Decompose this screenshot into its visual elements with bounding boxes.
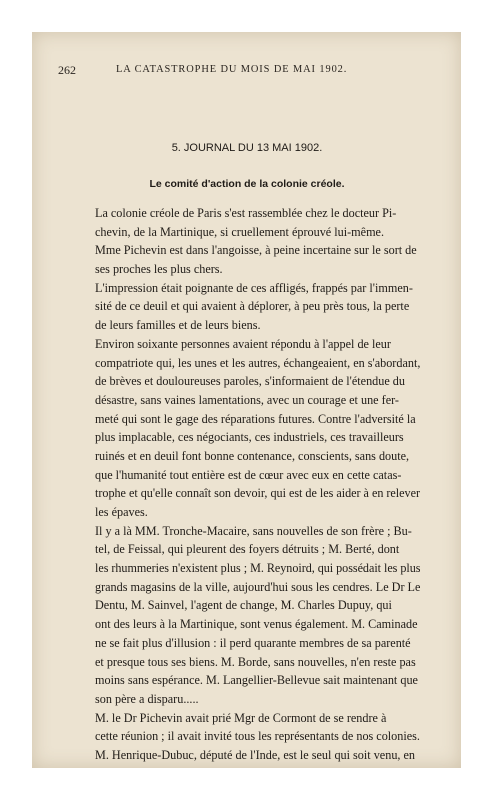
paragraph-5 bbox=[77, 709, 420, 746]
paragraph-2 bbox=[77, 279, 420, 335]
text-line: que l'humanité tout entière est de cœur avec eux en cette catas- bbox=[95, 467, 402, 482]
text-line: ruinés et en deuil font bonne contenance, conscients, sans doute, bbox=[95, 448, 410, 463]
text-line: plus implacable, ces négociants, ces industriels, ces travailleurs bbox=[95, 430, 404, 445]
text-line: ne se fait plus d'illusion : il perd quarante membres de sa parenté bbox=[95, 635, 411, 650]
text-line: et presque tous ses biens. M. Borde, sans nouvelles, n'en reste pas bbox=[95, 654, 416, 669]
text-line: M. le Dr Pichevin avait prié Mgr de Cormont de se rendre à bbox=[95, 710, 387, 725]
text-line: désastre, sans vaines lamentations, avec un courage et une fer- bbox=[95, 392, 399, 407]
text-line: Environ soixante personnes avaient répondu à l'appel de leur bbox=[95, 336, 391, 351]
text-line: compatriote qui, les unes et les autres, échangeaient, en s'abordant, bbox=[95, 355, 420, 370]
text-line: cette réunion ; il avait invité tous les représentants de nos colonies. bbox=[95, 729, 420, 744]
text-line: Il y a là MM. Tronche-Macaire, sans nouvelles de son frère ; Bu- bbox=[95, 523, 412, 538]
text-line: son père a disparu..... bbox=[95, 691, 199, 706]
text-line: ont des leurs à la Martinique, sont venus également. M. Caminade bbox=[95, 617, 418, 632]
paragraph-3 bbox=[77, 335, 420, 522]
text-line: sité de ce deuil et qui avaient à déplorer, à peu près tous, la perte bbox=[95, 299, 410, 314]
text-line: moins sans espérance. M. Langellier-Bellevue sait maintenant que bbox=[95, 673, 418, 688]
page-header bbox=[58, 63, 372, 79]
text-line: grands magasins de la ville, aujourd'hui sous les cendres. Le Dr Le bbox=[95, 579, 420, 594]
text-line: La colonie créole de Paris s'est rassemblée chez le docteur Pi- bbox=[95, 206, 397, 220]
body-text bbox=[77, 204, 420, 765]
text-line: trophe et qu'elle connaît son devoir, qui est de les aider à en relever bbox=[95, 486, 420, 501]
text-line: les épaves. bbox=[95, 505, 148, 519]
section-title: 5. JOURNAL DU 13 MAI 1902. bbox=[171, 142, 323, 154]
text-line: Dentu, M. Sainvel, l'agent de change, M. Charles Dupuy, qui bbox=[95, 598, 392, 613]
text-line: tel, de Feissal, qui pleurent des foyers détruits ; M. Berté, dont bbox=[95, 542, 400, 557]
text-line: de leurs familles et de leurs biens. bbox=[95, 318, 261, 333]
text-line: de brèves et douloureuses paroles, s'informaient de l'étendue du bbox=[95, 374, 405, 389]
running-title: LA CATASTROPHE DU MOIS DE MAI 1902. bbox=[116, 64, 348, 75]
paragraph-1 bbox=[77, 204, 420, 279]
text-line: M. Henrique-Dubuc, député de l'Inde, est le seul qui soit venu, en bbox=[95, 747, 416, 762]
subheading: Le comité d'action de la colonie créole. bbox=[149, 178, 345, 190]
paragraph-4 bbox=[77, 522, 420, 709]
text-line: les rhummeries n'existent plus ; M. Reynoird, qui possédait les plus bbox=[95, 561, 420, 576]
paragraph-6 bbox=[77, 746, 420, 765]
text-line: L'impression était poignante de ces affligés, frappés par l'immen- bbox=[95, 280, 413, 295]
text-line: Mme Pichevin est dans l'angoisse, à peine incertaine sur le sort de bbox=[95, 243, 417, 258]
page-number: 262 bbox=[58, 63, 76, 77]
text-line: chevin, de la Martinique, si cruellement éprouvé lui-même. bbox=[95, 224, 385, 239]
text-line: meté qui sont le gage des réparations futures. Contre l'adversité la bbox=[95, 411, 416, 426]
text-line: ses proches les plus chers. bbox=[95, 262, 223, 277]
